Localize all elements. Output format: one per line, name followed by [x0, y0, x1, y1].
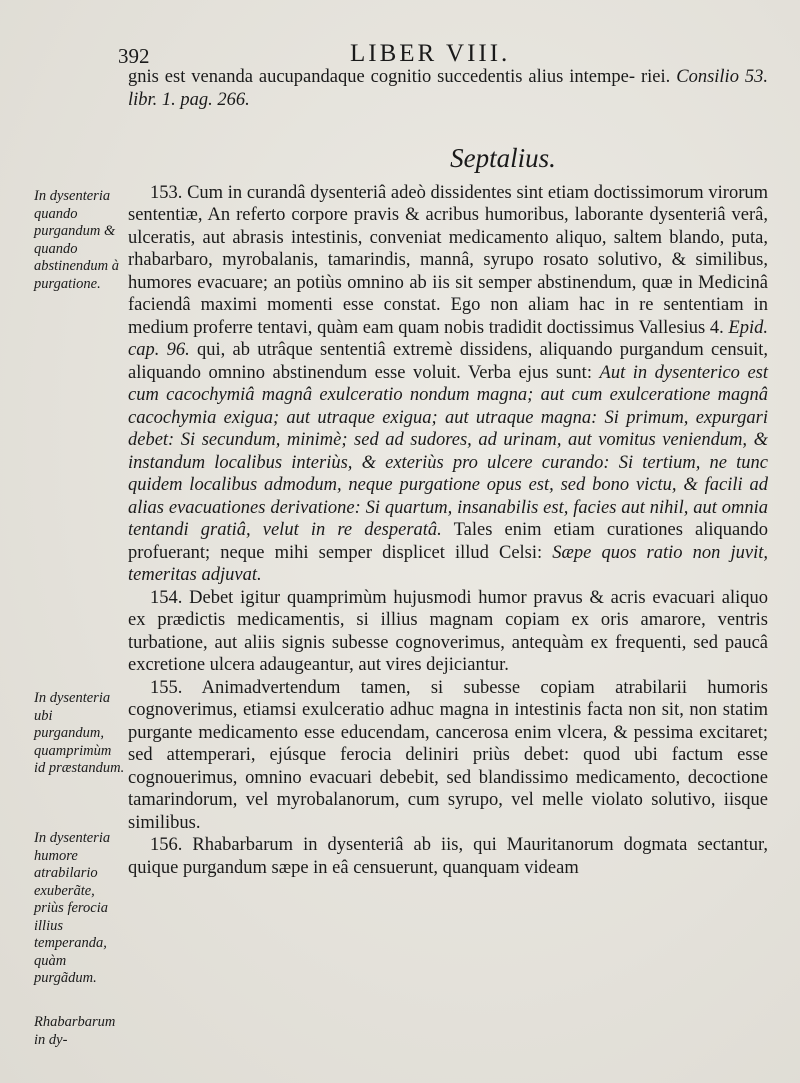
paragraph-154: 154. Debet igitur quamprimùm hujusmodi humor pravus & acris evacuari aliquo ex prædictis medicamentis, si illius magnam copiam ex oris amarore, ventris turbatione, aut aliis signis subesse cognoverimus, antequàm ex frequenti, sed paucâ excretione ulcera adaugeantur, aut vires dejiciantur. [128, 587, 768, 675]
p153-celsus-quote: Sæpe quos ratio non juvit, temeritas adjuvat. [128, 542, 768, 585]
section-title: Septalius. [450, 143, 556, 173]
margin-note-text: In dysenteria quando purgandum & quando abstinendum à purgatione. [34, 188, 119, 292]
p153-quote: Aut in dysenterico est cum cacochymiâ magnâ exulceratio nondum magna; aut cum exulceratione magnâ cacochymia exigua; aut utraque exigua; aut utraque magna: Si primum, expurgari debet: Si secundum, minimè; sed ad sudores, ad urinam, aut vomitus veniendum, & instandum localibus interiùs, & exteriùs pro ulcere curando: Si tertium, ne tunc quidem localibus admodum, neque purgatione opus est, sed bono victu, & facili ad alias evacuationes derivatione: Si quartum, insanabilis est, facies aut nihil, aut omnia tentandi gratiâ, velut in re desperatâ. [128, 362, 769, 540]
paragraph-153 [128, 182, 768, 587]
page-number: 392 [118, 44, 150, 68]
margin-note-3 [34, 830, 126, 988]
p153-text-1: 153. Cum in curandâ dysenteriâ adeò dissidentes sint etiam doctissimorum virorum sententiæ, An referto corpore pravis & acribus humoribus, laborante dysenteriâ verâ, ulceratis, aut abrasis intestinis, conveniat medicamento aliquo, saltem blando, puta, rhabarbaro, myrobalanis, tamarindis, mannâ, syrupo rosato solutivo, & similibus, humores evacuare; an potiùs omnino ab iis sit semper abstinendum, quæ in Medicinâ faciendâ maximi momenti esse constat. Ego non aliam hac in re sententiam in medium proferre tentavi, quàm eam quam nobis tradidit doctissimus Vallesius 4. [128, 182, 768, 338]
margin-note-1 [34, 188, 126, 293]
p153-text-3: Tales enim etiam curationes aliquando profuerant; neque mihi semper displicet illud Celsi: [128, 520, 768, 563]
margin-note-text: In dysenteria humore atrabilario exuberãte, priùs ferocia illius temperanda, quàm purgãdum. [34, 830, 111, 986]
margin-note-4 [34, 1014, 126, 1049]
intro-line-2: riei. [641, 67, 671, 87]
margin-note-text: In dysenteria ubi purgandum, quamprimùm id præstandum. [34, 690, 125, 776]
intro-line-1: gnis est venanda aucupandaque cognitio succedentis alius intempe- [128, 67, 636, 87]
intro-text [128, 66, 768, 111]
p153-text-2: qui, ab utrâque sententiâ extremè dissidens, aliquando purgandum censuit, aliquando omnino abstinendum esse voluit. Verba ejus sunt: [128, 340, 768, 383]
page-header [118, 38, 738, 68]
paragraph-156: 156. Rhabarbarum in dysenteriâ ab iis, qui Mauritanorum dogmata sectantur, quique purgandum sæpe in eâ censuerunt, quanquam videam [128, 835, 768, 878]
paragraph-155: 155. Animadvertendum tamen, si subesse copiam atrabilarii humoris cognoverimus, etiamsi exulceratio adhuc magna in intestinis facta non sit, non statim purgante medicamento esse educendam, cancerosa enim vlcera, & pessima excitaret; sed attemperari, ejúsque ferocia deliniri priùs debet: quod ubi factum esse cognouerimus, omnino evacuari debebit, sed blandissimo medicamento, decoctione tamarindorum, vel myrobalanorum, cum syrupo, vel melle violato solutivo, iisque similibus. [128, 677, 768, 833]
p153-citation: Epid. cap. 96. [128, 317, 768, 360]
margin-note-text: Rhabarbarum in dy- [34, 1014, 116, 1048]
main-text-column [128, 66, 768, 879]
running-head: LIBER VIII. [350, 40, 511, 67]
intro-citation: Consilio 53. libr. 1. pag. 266. [128, 67, 769, 110]
margin-note-2 [34, 690, 126, 778]
